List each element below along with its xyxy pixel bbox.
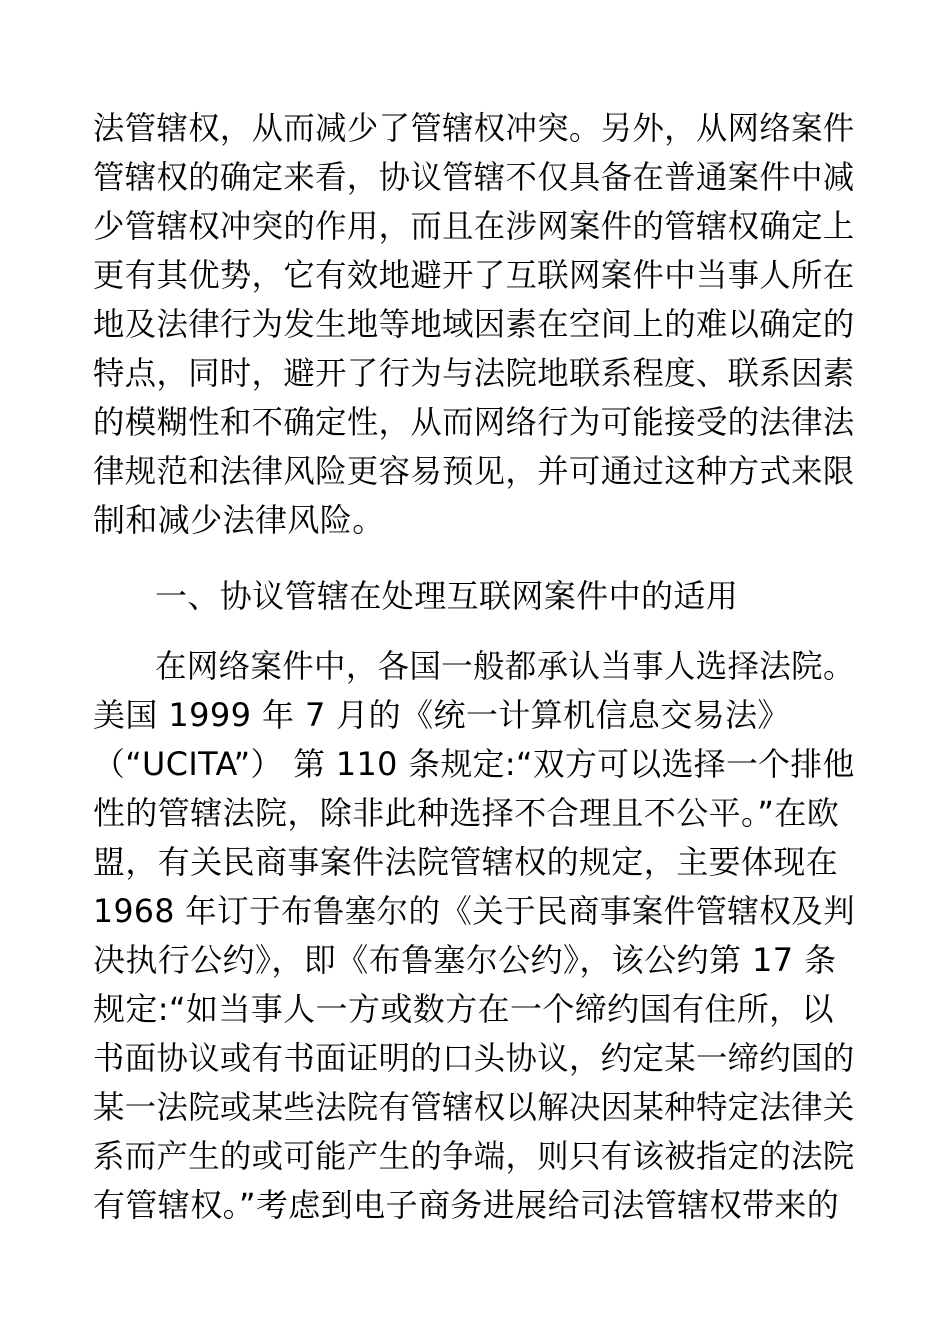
paragraph-line: 在网络案件中，各国一般都承认当事人选择法院。 bbox=[155, 647, 855, 685]
paragraph-line: 少管辖权冲突的作用，而且在涉网案件的管辖权确定上 bbox=[93, 207, 855, 245]
paragraph-line: 某一法院或某些法院有管辖权以解决因某种特定法律关 bbox=[93, 1088, 855, 1126]
paragraph-line: 地及法律行为发生地等地域因素在空间上的难以确定的 bbox=[93, 305, 855, 343]
paragraph-line: （“UCITA”） 第 110 条规定:“双方可以选择一个排他 bbox=[93, 745, 855, 783]
paragraph-line: 美国 1999 年 7 月的《统一计算机信息交易法》 bbox=[93, 696, 790, 734]
paragraph-line: 的模糊性和不确定性，从而网络行为可能接受的法律法 bbox=[93, 403, 855, 441]
paragraph-line: 书面协议或有书面证明的口头协议，约定某一缔约国的 bbox=[93, 1039, 855, 1077]
section-heading: 一、协议管辖在处理互联网案件中的适用 bbox=[155, 577, 739, 615]
paragraph-line: 管辖权的确定来看，协议管辖不仅具备在普通案件中减 bbox=[93, 158, 855, 196]
paragraph-line: 决执行公约》，即《布鲁塞尔公约》，该公约第 17 条 bbox=[93, 941, 837, 979]
paragraph-line: 规定:“如当事人一方或数方在一个缔约国有住所，以 bbox=[93, 990, 834, 1028]
paragraph-line: 盟，有关民商事案件法院管辖权的规定，主要体现在 bbox=[93, 843, 839, 881]
paragraph-line: 法管辖权，从而减少了管辖权冲突。另外，从网络案件 bbox=[93, 109, 855, 147]
paragraph-line: 特点，同时，避开了行为与法院地联系程度、联系因素 bbox=[93, 354, 855, 392]
paragraph-line: 性的管辖法院，除非此种选择不合理且不公平。”在欧 bbox=[93, 794, 840, 832]
paragraph-line: 制和减少法律风险。 bbox=[93, 501, 385, 539]
paragraph-line: 有管辖权。”考虑到电子商务进展给司法管辖权带来的 bbox=[93, 1186, 840, 1224]
paragraph-line: 系而产生的或可能产生的争端，则只有该被指定的法院 bbox=[93, 1137, 855, 1175]
paragraph-line: 更有其优势，它有效地避开了互联网案件中当事人所在 bbox=[93, 256, 855, 294]
paragraph-line: 律规范和法律风险更容易预见，并可通过这种方式来限 bbox=[93, 452, 855, 490]
paragraph-line: 1968 年订于布鲁塞尔的《关于民商事案件管辖权及判 bbox=[93, 892, 856, 930]
